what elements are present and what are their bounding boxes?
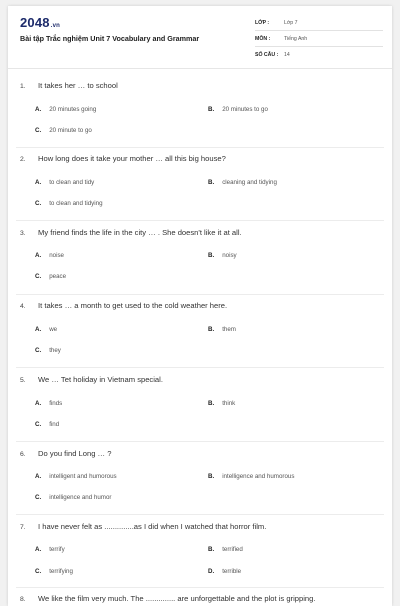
document-title: Bài tập Trắc nghiệm Unit 7 Vocabulary and Grammar xyxy=(20,34,200,43)
option-a[interactable]: A. 20 minutes going xyxy=(35,106,97,113)
divider xyxy=(16,587,384,588)
option-b[interactable]: B. them xyxy=(208,326,236,333)
question-number: 6. xyxy=(20,451,26,458)
option-a[interactable]: A. we xyxy=(35,326,58,333)
divider xyxy=(16,441,384,442)
divider xyxy=(16,147,384,148)
option-b[interactable]: B. think xyxy=(208,400,236,407)
question-number: 2. xyxy=(20,156,26,163)
option-c[interactable]: C. to clean and tidying xyxy=(35,200,103,207)
question-number: 3. xyxy=(20,230,26,237)
option-c[interactable]: C. peace xyxy=(35,273,67,280)
question-number: 8. xyxy=(20,596,26,603)
question-text: We like the film very much. The .............. are unforgettable and the plot is gripping. xyxy=(38,594,316,603)
question-text: My friend finds the life in the city … . She doesn't like it at all. xyxy=(38,228,242,237)
question-text: We … Tet holiday in Vietnam special. xyxy=(38,375,163,384)
option-a[interactable]: A. to clean and tidy xyxy=(35,179,95,186)
question-8 xyxy=(20,594,384,606)
option-c[interactable]: C. intelligence and humor xyxy=(35,494,112,501)
question-number: 5. xyxy=(20,377,26,384)
question-5 xyxy=(20,375,384,387)
option-b[interactable]: B. noisy xyxy=(208,252,237,259)
site-logo[interactable]: 2048.vn xyxy=(20,15,61,30)
question-1 xyxy=(20,81,384,93)
divider xyxy=(16,294,384,295)
document-meta xyxy=(255,15,383,62)
option-b[interactable]: B. intelligence and humorous xyxy=(208,473,295,480)
divider xyxy=(16,514,384,515)
option-c[interactable]: C. they xyxy=(35,347,61,354)
question-3 xyxy=(20,228,384,240)
meta-row-count: SỐ CÂU : 14 xyxy=(255,51,290,58)
option-a[interactable]: A. terrify xyxy=(35,546,65,553)
document-page xyxy=(8,6,392,606)
question-number: 4. xyxy=(20,303,26,310)
option-b[interactable]: B. cleaning and tidying xyxy=(208,179,277,186)
option-a[interactable]: A. finds xyxy=(35,400,63,407)
option-c[interactable]: C. 20 minute to go xyxy=(35,127,92,134)
question-4 xyxy=(20,301,384,313)
divider xyxy=(16,367,384,368)
option-c[interactable]: C. find xyxy=(35,421,60,428)
question-number: 7. xyxy=(20,524,26,531)
question-7 xyxy=(20,522,384,534)
option-a[interactable]: A. intelligent and humorous xyxy=(35,473,117,480)
option-c[interactable]: C. terrifying xyxy=(35,568,73,575)
question-6 xyxy=(20,449,384,461)
question-text: I have never felt as ..............as I did when I watched that horror film. xyxy=(38,522,267,531)
question-text: It takes … a month to get used to the cold weather here. xyxy=(38,301,228,310)
question-2 xyxy=(20,154,384,166)
divider xyxy=(16,220,384,221)
document-header xyxy=(8,6,392,69)
option-a[interactable]: A. noise xyxy=(35,252,64,259)
option-d[interactable]: D. terrible xyxy=(208,568,242,575)
option-b[interactable]: B. terrified xyxy=(208,546,243,553)
meta-row-class: LỚP : Lớp 7 xyxy=(255,15,383,31)
question-text: How long does it take your mother … all this big house? xyxy=(38,154,226,163)
meta-row-subject: MÔN : Tiếng Anh xyxy=(255,31,383,47)
question-text: Do you find Long … ? xyxy=(38,449,112,458)
option-b[interactable]: B. 20 minutes to go xyxy=(208,106,268,113)
question-text: It takes her … to school xyxy=(38,81,118,90)
question-number: 1. xyxy=(20,83,26,90)
